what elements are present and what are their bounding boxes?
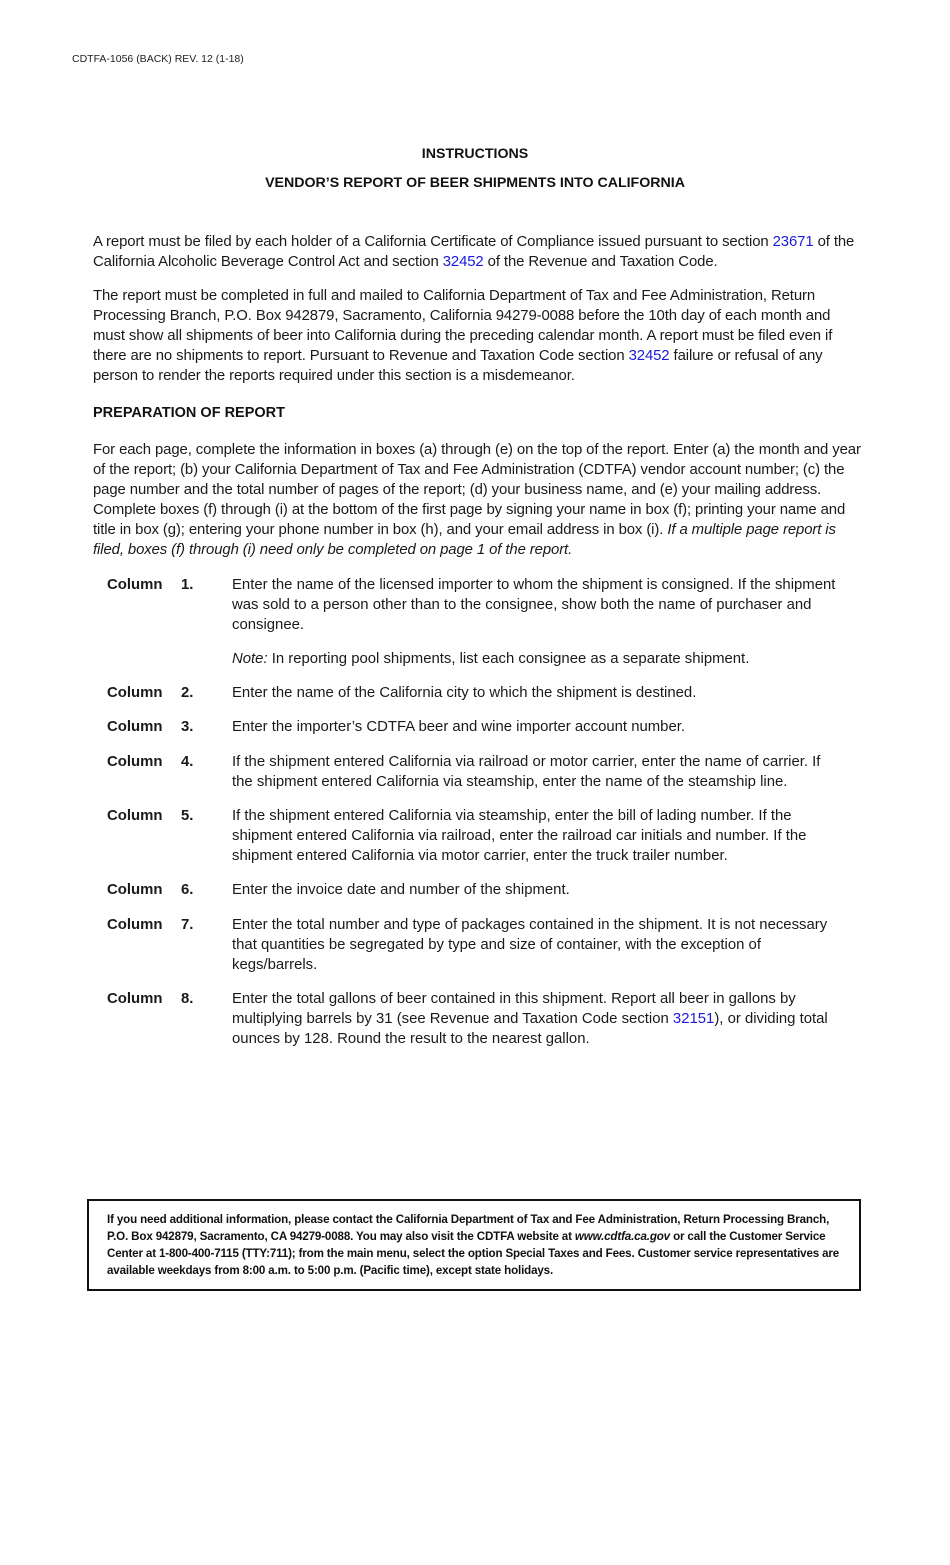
column-label: Column bbox=[107, 808, 163, 824]
column-text: Enter the importer’s CDTFA beer and wine importer account number. bbox=[232, 719, 685, 735]
column-label: Column bbox=[107, 917, 163, 933]
column-text: If the shipment entered California via railroad or motor carrier, enter the name of carrier. If the shipment entered California via steamship, enter the name of the steamship line. bbox=[232, 754, 821, 791]
column-text-part: Enter the total gallons of beer contained in this shipment. Report all beer in gallons by multiplying barrels by 31 (see Revenue and Taxation Code section bbox=[232, 991, 796, 1028]
note-label: Note: bbox=[232, 651, 268, 667]
column-text: Enter the name of the licensed importer to whom the shipment is consigned. If the shipment was sold to a person other than to the consignee, show both the name of purchaser and consignee. bbox=[232, 577, 836, 634]
section-32452-link[interactable]: 32452 bbox=[628, 348, 670, 365]
column-text bbox=[232, 989, 844, 1049]
column-text: Enter the total number and type of packages contained in the shipment. It is not necessary that quantities be segregated by type and size of container, with the exception of kegs/barrels. bbox=[232, 917, 828, 974]
intro-text: A report must be filed by each holder of a California Certificate of Compliance issued pursuant to section bbox=[93, 234, 773, 250]
column-label: Column bbox=[107, 685, 163, 701]
column-number: 3. bbox=[181, 719, 194, 735]
section-32151-link[interactable]: 32151 bbox=[672, 1011, 715, 1028]
column-text: If the shipment entered California via steamship, enter the bill of lading number. If the shipment entered California via railroad, enter the railroad car initials and number. If the shipment entered California via motor carrier, enter the truck trailer number. bbox=[232, 808, 807, 865]
intro-paragraph-2 bbox=[93, 286, 863, 386]
preparation-paragraph bbox=[93, 440, 863, 561]
intro-text: failure or refusal of any person to render the reports required under this section is a misdemeanor. bbox=[93, 348, 823, 385]
intro-text: of the California Alcoholic Beverage Control Act and section bbox=[93, 234, 855, 271]
column-number: 2. bbox=[181, 685, 194, 701]
contact-info-box bbox=[87, 1199, 861, 1291]
intro-text: The report must be completed in full and mailed to California Department of Tax and Fee Administration, Return Processing Branch, P.O. Box 942879, Sacramento, California 94279-0088 before the 10th day of each month and must show all shipments of beer into California during the preceding calendar month. A report must be filed even if there are no shipments to report. Pursuant to Revenue and Taxation Code section bbox=[93, 288, 833, 365]
column-number: 4. bbox=[181, 754, 194, 770]
contact-text: If you need additional information, please contact the California Department of Tax and Fee Administration, Return Processing Branch, P.O. Box 942879, Sacramento, CA 94279-0088. You may also visit the CDTFA website at bbox=[107, 1213, 830, 1243]
pool-shipment-note bbox=[232, 649, 749, 669]
section-23671-link[interactable]: 23671 bbox=[772, 234, 814, 250]
column-label: Column bbox=[107, 577, 163, 593]
column-number: 7. bbox=[181, 917, 194, 933]
column-number: 8. bbox=[181, 991, 194, 1007]
column-text-part: ), or dividing total ounces by 128. Round the result to the nearest gallon. bbox=[232, 1011, 828, 1048]
note-text: In reporting pool shipments, list each consignee as a separate shipment. bbox=[267, 651, 750, 667]
preparation-italic-note: If a multiple page report is filed, boxes (f) through (i) need only be completed on page 1 of the report. bbox=[93, 522, 836, 559]
column-label: Column bbox=[107, 719, 163, 735]
column-label: Column bbox=[107, 882, 163, 898]
page-subtitle: VENDOR’S REPORT OF BEER SHIPMENTS INTO CALIFORNIA bbox=[265, 175, 685, 191]
column-text: Enter the name of the California city to which the shipment is destined. bbox=[232, 685, 697, 701]
column-label: Column bbox=[107, 991, 163, 1007]
website-link[interactable]: www.cdtfa.ca.gov bbox=[574, 1230, 670, 1243]
column-number: 1. bbox=[181, 577, 194, 593]
contact-text: or call the Customer Service Center at 1-800-400-7115 (TTY:711); from the main menu, select the option Special Taxes and Fees. Customer service representatives are available weekdays from 8:00 a.m. to 5:00 p.m. (Pacific time), except state holidays. bbox=[107, 1230, 840, 1277]
page-title: INSTRUCTIONS bbox=[421, 146, 529, 162]
column-number: 5. bbox=[181, 808, 194, 824]
column-text: Enter the invoice date and number of the shipment. bbox=[232, 882, 570, 898]
column-number: 6. bbox=[181, 882, 194, 898]
contact-info-text bbox=[107, 1211, 847, 1279]
intro-text: of the Revenue and Taxation Code. bbox=[483, 254, 718, 271]
preparation-text: For each page, complete the information in boxes (a) through (e) on the top of the report. Enter (a) the month and year of the report; (b) your California Department of Tax and Fee Administration (CDTFA) vendor account number; (c) the page number and the total number of pages of the report; (d) your business name, and (e) your mailing address. Complete boxes (f) through (i) at the bottom of the first page by signing your name in box (f); printing your name and title in box (g); entering your phone number in box (h), and your email address in box (i). bbox=[93, 442, 861, 539]
column-label: Column bbox=[107, 754, 163, 770]
form-number: CDTFA-1056 (BACK) REV. 12 (1-18) bbox=[72, 53, 244, 65]
section-32452-link[interactable]: 32452 bbox=[442, 254, 484, 271]
intro-paragraph-1 bbox=[93, 232, 863, 272]
preparation-heading: PREPARATION OF REPORT bbox=[93, 405, 285, 421]
